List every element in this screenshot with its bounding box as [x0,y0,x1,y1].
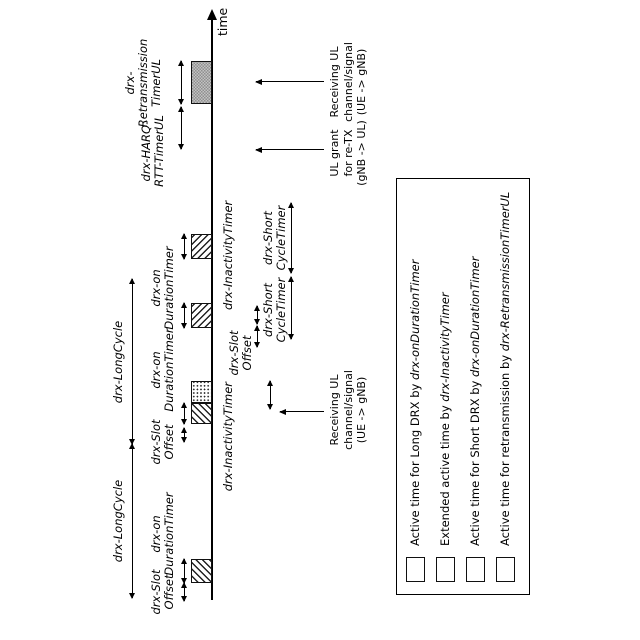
legend-label-prefix: Extended active time by [438,401,452,546]
legend-swatch-hatch-forward-icon [406,557,425,582]
slot-offset-arrow-long1 [184,583,185,601]
time-axis-label: time [215,7,230,36]
on-duration-label-long2: drx-on DurationTimer [149,328,176,412]
legend-swatch-gray-icon [496,557,515,582]
inactivity-timer-label-2: drx-InactivityTimer [221,200,235,310]
long-cycle-label-2: drx-LongCycle [111,320,125,404]
retransmission-timer-arrow [181,61,182,104]
short-cycle-label-2: drx-Short CycleTimer [261,205,288,271]
legend-label [468,257,482,546]
legend-label [408,260,422,546]
inactivity-timer-label-1: drx-InactivityTimer [221,382,235,492]
legend-label-prefix: Active time for Long DRX by [408,380,422,546]
legend-row [435,292,455,582]
legend-row [495,192,515,582]
legend-swatch-hatch-backward-icon [466,557,485,582]
legend-label [438,292,452,546]
long-cycle-label-1: drx-LongCycle [111,479,125,563]
retransmission-timer-label: drx- Retransmission TimerUL [123,38,163,128]
on-duration-arrow-short2 [184,234,185,259]
short-cycle-arrow-2 [291,203,292,273]
event-arrow-receive-1 [280,411,324,412]
on-duration-label-long1: drx-on DurationTimer [149,492,176,576]
legend-label-term: drx-InactivityTimer [438,292,452,402]
legend-swatch-dotted-icon [436,557,455,582]
long-cycle-arrow-2 [132,279,133,444]
event-note-receive-2: Receiving UL channel/signal (UE -> gNB) [328,42,368,122]
legend-row [405,260,425,582]
slot-offset-label-long1: drx-Slot Offset [149,569,176,615]
slot-offset-arrow-long2 [184,428,185,442]
on-duration-arrow-long2 [184,403,185,424]
legend-row [465,257,485,582]
inactivity-timer-arrow-2 [257,306,258,324]
on-duration-arrow-short1 [184,303,185,328]
inactivity-extension-box [191,381,212,403]
legend-label [498,192,512,546]
long-cycle-arrow-1 [132,444,133,598]
slot-offset-label-long2: drx-Slot Offset [149,419,176,465]
event-arrow-grant [256,149,324,150]
on-duration-box-short2 [191,234,212,259]
short-cycle-arrow-1 [291,277,292,339]
retransmission-box [191,61,212,104]
legend-label-term: drx-onDurationTimer [468,256,482,377]
event-note-grant: UL grant for re-TX (gNB -> UL) [328,120,368,186]
harq-rtt-timer-arrow [181,107,182,149]
event-note-receive-1: Receiving UL channel/signal (UE -> gNB) [328,370,368,450]
legend-label-term: drx-onDurationTimer [408,259,422,381]
slot-offset-arrow-short [257,326,258,347]
on-duration-label-short: drx-on DurationTimer [149,246,176,330]
on-duration-box-long2 [191,403,212,424]
on-duration-arrow-long1 [184,559,185,583]
on-duration-box-long1 [191,559,212,583]
legend-label-prefix: Active time for retransmission by [498,351,512,546]
on-duration-box-short1 [191,303,212,328]
legend-box [396,178,530,595]
slot-offset-label-short: drx-Slot Offset [227,330,254,376]
short-cycle-label-1: drx-Short CycleTimer [261,277,288,343]
harq-rtt-timer-label: drx-HARQ- RTT-TimerUL [139,115,166,187]
inactivity-timer-arrow-1 [270,381,271,409]
legend-label-term: drx-RetransmissionTimerUL [498,191,512,352]
legend-label-prefix: Active time for Short DRX by [468,377,482,546]
event-arrow-receive-2 [256,81,324,82]
